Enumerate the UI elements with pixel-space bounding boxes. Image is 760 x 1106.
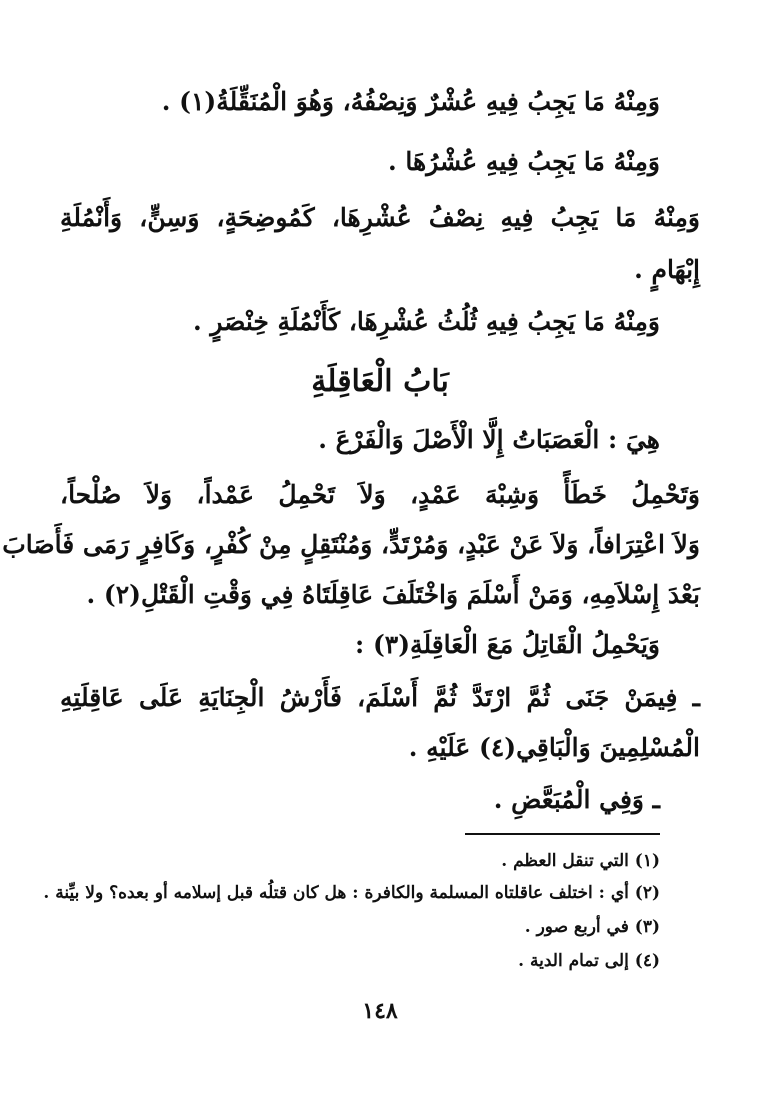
footnote-4: (٤) إلى تمام الدية . xyxy=(518,951,660,971)
body-line-2: وَتَحْمِلُ خَطَأً وَشِبْهَ عَمْدٍ، وَلاَ تَحْمِلُ عَمْداً، وَلاَ صُلْحاً، xyxy=(60,480,700,509)
body-line-8: ـ وَفِي الْمُبَعَّضِ . xyxy=(493,785,660,814)
footnote-2: (٢) أي : اختلف عاقلتاه المسلمة والكافرة : هل كان قتلُه قبل إسلامه أو بعده؟ ولا بيِّنة . xyxy=(43,883,660,903)
footnote-3: (٣) في أربع صور . xyxy=(524,917,660,937)
text-line-5: وَمِنْهُ مَا يَجِبُ فِيهِ ثُلُثُ عُشْرِهَا، كَأَنْمُلَةِ خِنْصَرٍ . xyxy=(192,307,660,336)
body-line-4: بَعْدَ إِسْلاَمِهِ، وَمَنْ أَسْلَمَ وَاخْتَلَفَ عَاقِلَتَاهُ فِي وَقْتِ الْقَتْلِ(٢) . xyxy=(86,580,700,609)
body-line-1: هِيَ : الْعَصَبَاتُ إِلَّا الْأَصْلَ وَالْفَرْعَ . xyxy=(318,425,660,454)
text-line-2: وَمِنْهُ مَا يَجِبُ فِيهِ عُشْرُهَا . xyxy=(388,147,660,176)
text-line-4: إِبْهَامٍ . xyxy=(634,255,700,284)
chapter-title: بَابُ الْعَاقِلَةِ xyxy=(311,364,449,399)
footnote-1: (١) التي تنقل العظم . xyxy=(501,851,660,871)
body-line-6: ـ فِيمَنْ جَنَى ثُمَّ ارْتَدَّ ثُمَّ أَسْلَمَ، فَأَرْشُ الْجِنَايَةِ عَلَى عَاقِلَتِهِ xyxy=(60,683,700,712)
body-line-3: وَلاَ اعْتِرَافاً، وَلاَ عَنْ عَبْدٍ، وَمُرْتَدٍّ، وَمُنْتَقِلٍ مِنْ كُفْرٍ، وَكَافِرٍ رَمَى فَأَصَابَ xyxy=(2,530,700,559)
body-line-7: الْمُسْلِمِينَ وَالْبَاقِي(٤) عَلَيْهِ . xyxy=(408,733,700,762)
body-line-5: وَيَحْمِلُ الْقَاتِلُ مَعَ الْعَاقِلَةِ(٣) : xyxy=(355,630,660,659)
page-number: ١٤٨ xyxy=(362,998,398,1024)
footnote-divider xyxy=(465,833,660,835)
text-line-1: وَمِنْهُ مَا يَجِبُ فِيهِ عُشْرٌ وَنِصْفُهُ، وَهُوَ الْمُنَقِّلَةُ(١) . xyxy=(161,87,660,116)
text-line-3: وَمِنْهُ مَا يَجِبُ فِيهِ نِصْفُ عُشْرِهَا، كَمُوضِحَةٍ، وَسِنٍّ، وَأَنْمُلَةِ xyxy=(60,203,700,232)
